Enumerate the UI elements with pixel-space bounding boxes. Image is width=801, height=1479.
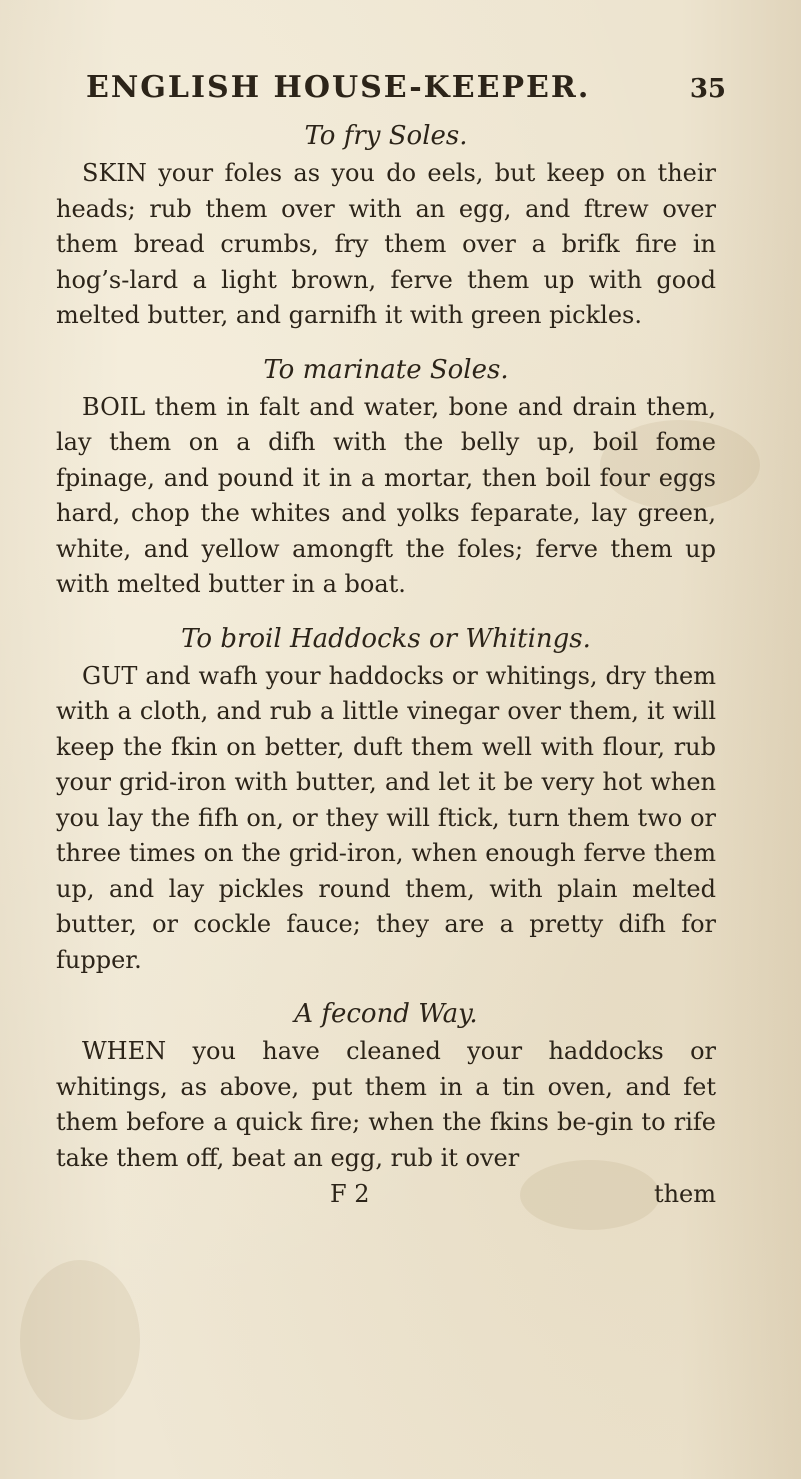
recipe-body: GUT and wafh your haddocks or whitings, dry them with a cloth, and rub a little vinegar over them, it will keep the fkin on better, duft them well with flour, rub your grid-iron with butter, and let it be very hot when you lay the fifh on, or they will ftick, turn them two or three times on the grid-iron, when enough ferve them up, and lay pickles round them, with plain melted butter, or cockle fauce; they are a pretty difh for fupper. xyxy=(56,661,716,974)
recipe-section xyxy=(56,116,716,334)
signature-mark: F 2 xyxy=(330,1180,370,1208)
page-footer xyxy=(56,1176,716,1212)
recipe-title: A fecond Way. xyxy=(294,999,478,1029)
recipe-title: To marinate Soles. xyxy=(263,354,509,385)
running-head: ENGLISH HOUSE-KEEPER. xyxy=(86,70,591,105)
page-text xyxy=(56,112,716,1212)
recipe-body: SKIN your foles as you do eels, but keep on their heads; rub them over with an egg, and ftrew over them bread crumbs, fry them over a brifk fire in hog’s-lard a light brown, ferve them up with good melted butter, and garnifh it with green pickles. xyxy=(56,159,716,329)
page-header xyxy=(86,70,726,116)
recipe-title: To broil Haddocks or Whitings. xyxy=(181,623,591,654)
recipe-section xyxy=(56,619,716,979)
recipe-body: WHEN you have cleaned your haddocks or whitings, as above, put them in a tin oven, and fet them before a quick fire; when the fkins be-gin to rife take them off, beat an egg, rub it over xyxy=(56,1037,716,1172)
recipe-title: To fry Soles. xyxy=(304,121,468,151)
page-number: 35 xyxy=(689,74,726,104)
recipe-section xyxy=(56,350,716,603)
paper-stain xyxy=(20,1260,140,1420)
catchword: them xyxy=(653,1180,716,1208)
recipe-section xyxy=(56,994,716,1176)
recipe-body: BOIL them in falt and water, bone and drain them, lay them on a difh with the belly up, boil fome fpinage, and pound it in a mortar, then boil four eggs hard, chop the whites and yolks feparate, lay green, white, and yellow amongft the foles; ferve them up with melted butter in a boat. xyxy=(56,392,716,598)
